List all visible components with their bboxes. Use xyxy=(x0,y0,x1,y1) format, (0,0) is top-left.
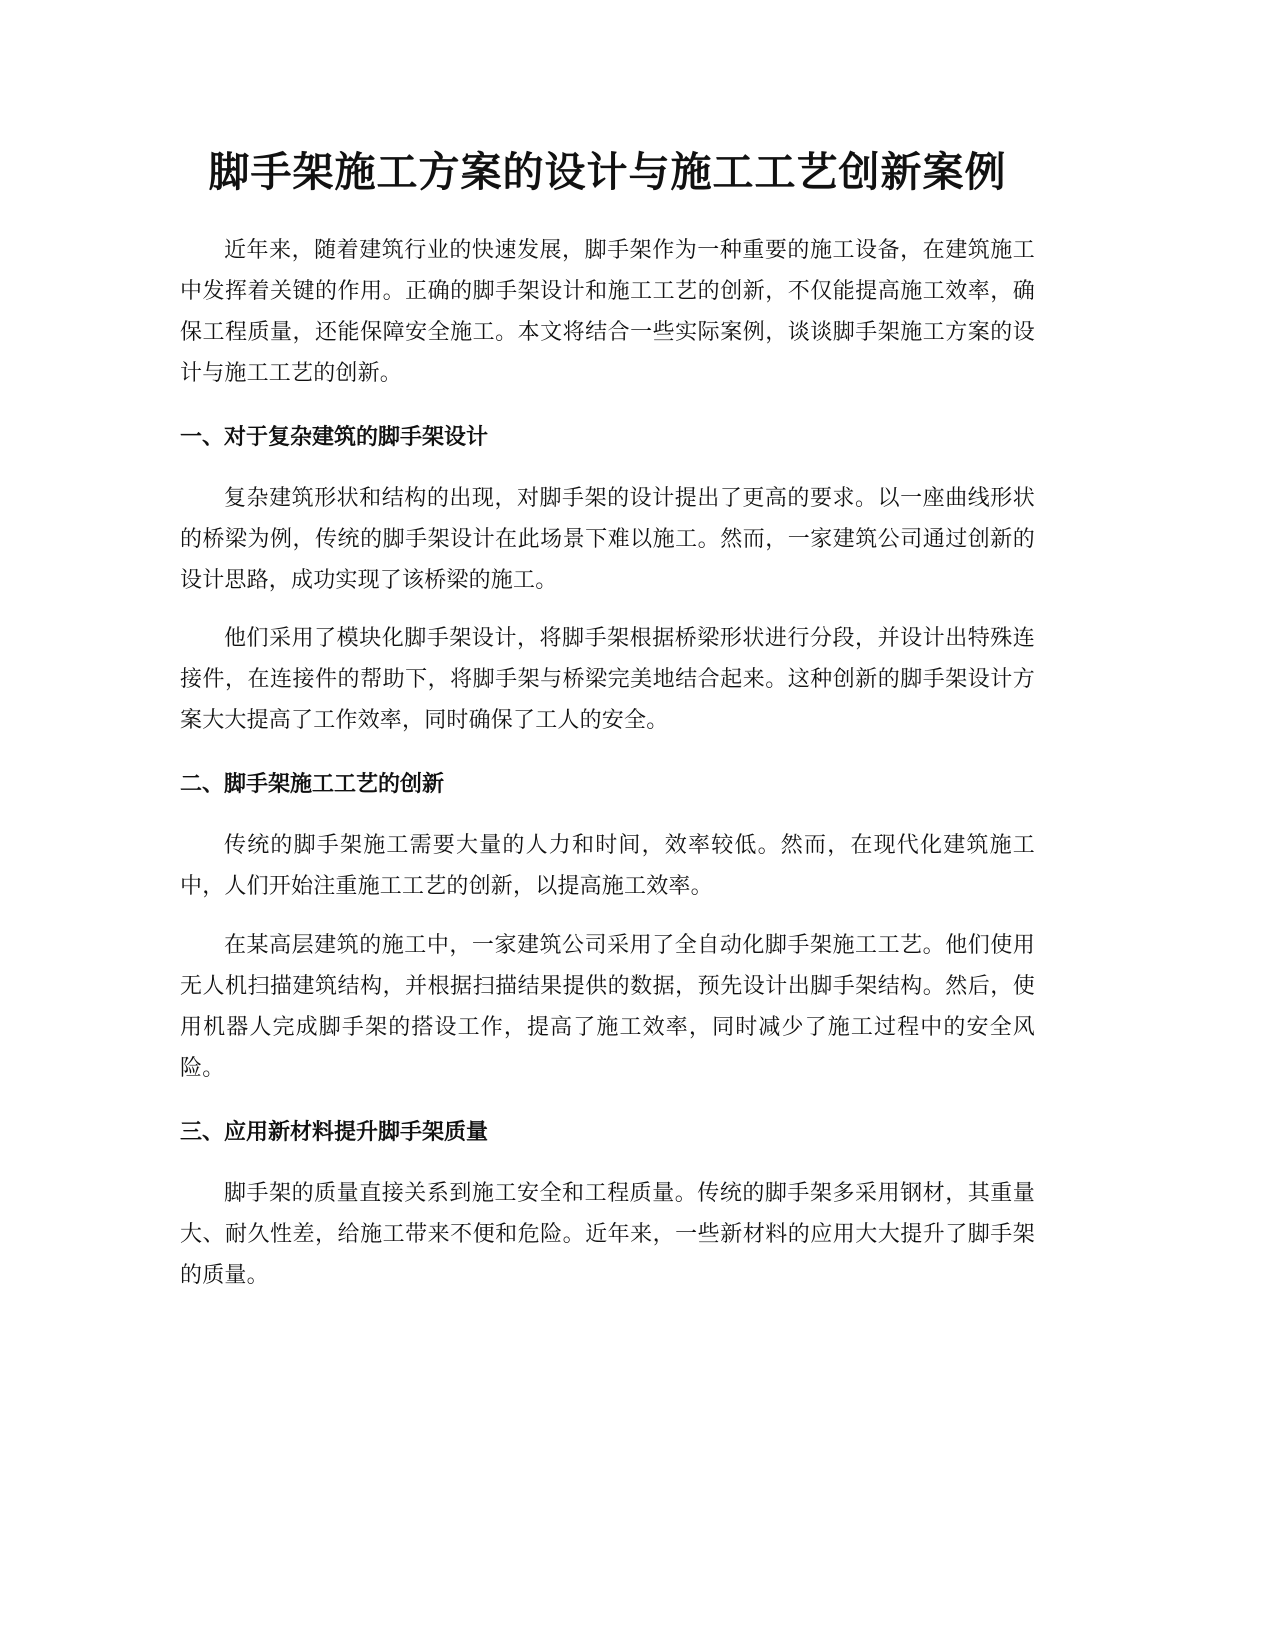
section-paragraph: 在某高层建筑的施工中，一家建筑公司采用了全自动化脚手架施工工艺。他们使用无人机扫描建筑结构，并根据扫描结果提供的数据，预先设计出脚手架结构。然后，使用机器人完成脚手架的搭设工作，提高了施工效率，同时减少了施工过程中的安全风险。 xyxy=(180,933,1035,1081)
document-title: 脚手架施工方案的设计与施工工艺创新案例 xyxy=(208,148,1007,196)
section-2-heading-block xyxy=(180,764,1035,805)
section-heading: 三、应用新材料提升脚手架质量 xyxy=(180,1120,489,1145)
intro-paragraph: 近年来，随着建筑行业的快速发展，脚手架作为一种重要的施工设备，在建筑施工中发挥着关键的作用。正确的脚手架设计和施工工艺的创新，不仅能提高施工效率，确保工程质量，还能保障安全施工。本文将结合一些实际案例，谈谈脚手架施工方案的设计与施工工艺的创新。 xyxy=(180,238,1035,386)
section-paragraph: 脚手架的质量直接关系到施工安全和工程质量。传统的脚手架多采用钢材，其重量大、耐久性差，给施工带来不便和危险。近年来，一些新材料的应用大大提升了脚手架的质量。 xyxy=(180,1181,1035,1288)
section-3-paragraph-1-block xyxy=(180,1173,1035,1296)
section-heading: 二、脚手架施工工艺的创新 xyxy=(180,772,445,797)
section-paragraph: 传统的脚手架施工需要大量的人力和时间，效率较低。然而，在现代化建筑施工中，人们开始注重施工工艺的创新，以提高施工效率。 xyxy=(180,833,1035,899)
section-1-paragraph-1-block xyxy=(180,478,1035,601)
section-paragraph: 他们采用了模块化脚手架设计，将脚手架根据桥梁形状进行分段，并设计出特殊连接件，在连接件的帮助下，将脚手架与桥梁完美地结合起来。这种创新的脚手架设计方案大大提高了工作效率，同时确保了工人的安全。 xyxy=(180,626,1035,733)
page-content xyxy=(180,0,1035,1650)
section-2-paragraph-2-block xyxy=(180,925,1035,1089)
section-2-paragraph-1-block xyxy=(180,825,1035,907)
section-1-heading-block xyxy=(180,417,1035,458)
intro-block xyxy=(180,230,1035,394)
section-heading: 一、对于复杂建筑的脚手架设计 xyxy=(180,425,489,450)
section-paragraph: 复杂建筑形状和结构的出现，对脚手架的设计提出了更高的要求。以一座曲线形状的桥梁为例，传统的脚手架设计在此场景下难以施工。然而，一家建筑公司通过创新的设计思路，成功实现了该桥梁的施工。 xyxy=(180,486,1035,593)
section-1-paragraph-2-block xyxy=(180,618,1035,741)
section-3-heading-block xyxy=(180,1112,1035,1153)
